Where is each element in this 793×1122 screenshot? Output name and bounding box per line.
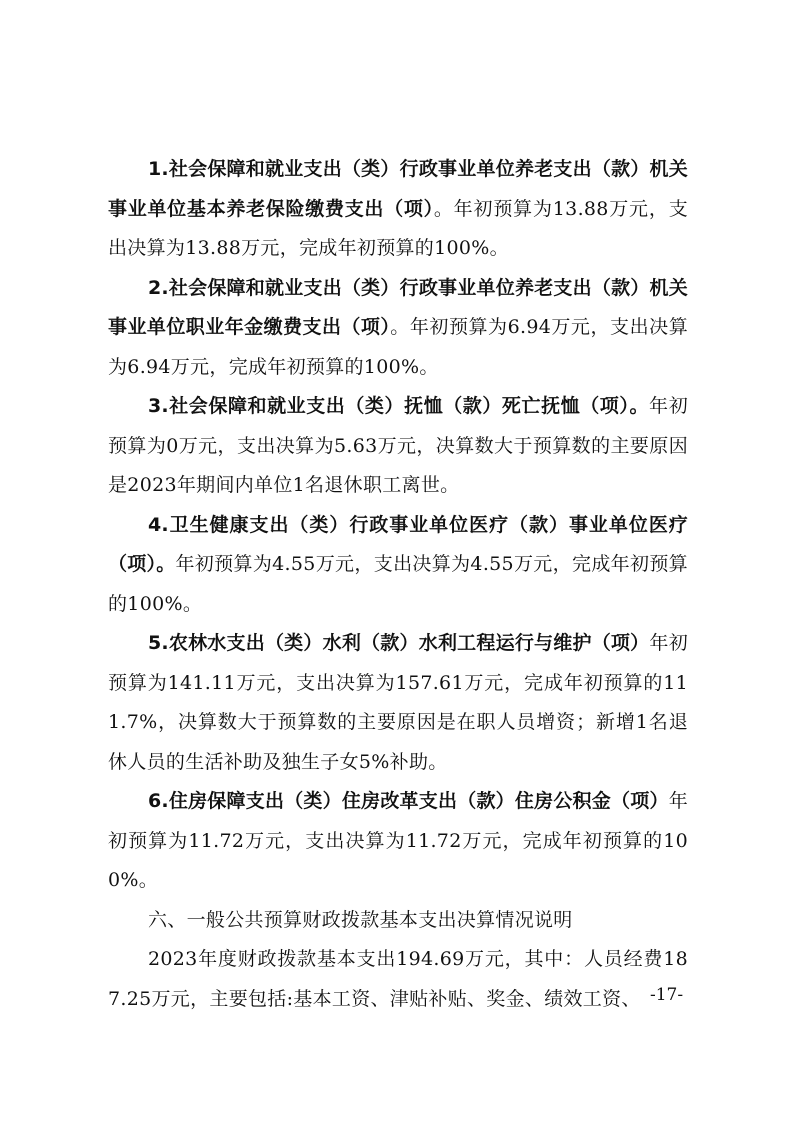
item-6-text: 年初预算为11.72万元，支出决算为11.72万元，完成年初预算的100%。: [108, 790, 688, 891]
item-3-text: 年初预算为0万元，支出决算为5.63万元，决算数大于预算数的主要原因是2023年期间内单位1名退休职工离世。: [108, 395, 688, 496]
item-3-heading: 3.社会保障和就业支出（类）抚恤（款）死亡抚恤（项）。: [148, 395, 650, 417]
page-number: -17-: [650, 985, 684, 1005]
expenditure-item-3: [108, 387, 688, 506]
item-1-heading: 1.社会保障和就业支出（类）行政事业单位养老支出（款）机关事业单位基本养老保险缴费支出（项）: [108, 158, 688, 220]
expenditure-item-4: [108, 506, 688, 625]
section-heading: 六、一般公共预算财政拨款基本支出决算情况说明: [148, 908, 573, 931]
item-5-text: 年初预算为141.11万元，支出决算为157.61万元，完成年初预算的111.7%，决算数大于预算数的主要原因是在职人员增资；新增1名退休人员的生活补助及独生子女5%补助。: [108, 632, 688, 773]
expenditure-item-6: [108, 782, 688, 901]
item-2-text: 。年初预算为6.94万元，支出决算为6.94万元，完成年初预算的100%。: [108, 316, 688, 378]
item-4-text: 年初预算为4.55万元，支出决算为4.55万元，完成年初预算的100%。: [108, 553, 688, 615]
closing-paragraph: 2023年度财政拨款基本支出194.69万元，其中：人员经费187.25万元，主要包括:基本工资、津贴补贴、奖金、绩效工资、: [108, 948, 688, 1010]
expenditure-item-2: [108, 269, 688, 388]
item-2-heading: 2.社会保障和就业支出（类）行政事业单位养老支出（款）机关事业单位职业年金缴费支出（项）: [108, 276, 688, 338]
expenditure-item-5: [108, 624, 688, 782]
item-5-heading: 5.农林水支出（类）水利（款）水利工程运行与维护（项）: [148, 632, 650, 654]
page-content: [108, 150, 688, 1019]
item-1-text: 。年初预算为13.88万元，支出决算为13.88万元，完成年初预算的100%。: [108, 197, 688, 259]
item-6-heading: 6.住房保障支出（类）住房改革支出（款）住房公积金（项）: [148, 790, 669, 812]
expenditure-item-1: [108, 150, 688, 269]
item-4-heading: 4.卫生健康支出（类）行政事业单位医疗（款）事业单位医疗（项）。: [108, 513, 688, 575]
